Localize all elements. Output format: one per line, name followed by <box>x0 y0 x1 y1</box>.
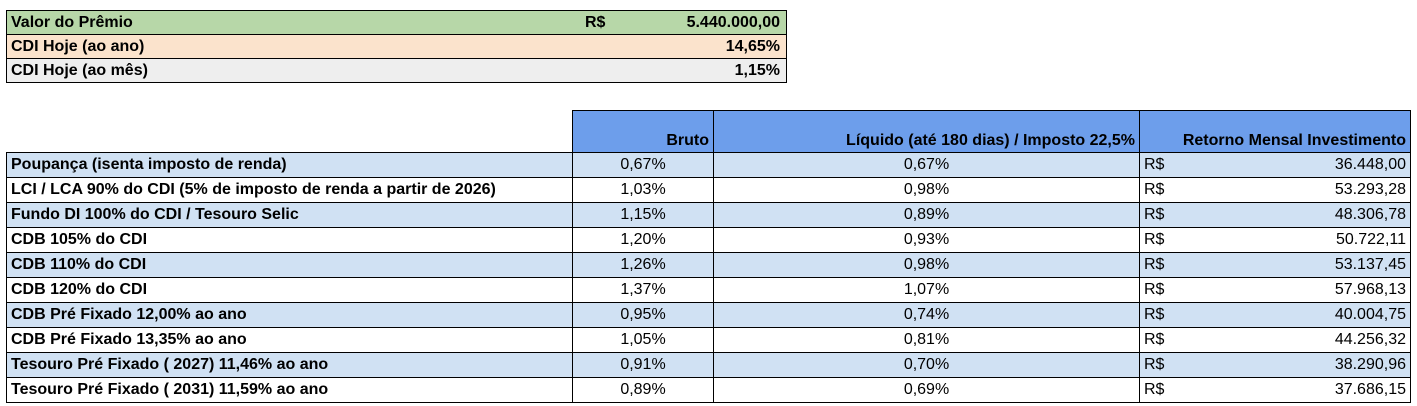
premio-currency: R$ <box>585 13 606 31</box>
retorno-cell[interactable] <box>1140 153 1411 178</box>
retorno-value: 57.968,13 <box>1334 281 1406 298</box>
retorno-money <box>1144 254 1406 276</box>
investment-name-cell[interactable]: CDB 110% do CDI <box>7 253 573 278</box>
bruto-cell[interactable]: 0,95% <box>573 303 714 328</box>
retorno-cell[interactable] <box>1140 228 1411 253</box>
retorno-cell[interactable] <box>1140 253 1411 278</box>
investment-name-cell[interactable]: Poupança (isenta imposto de renda) <box>7 153 573 178</box>
cdi-ano-cell[interactable] <box>7 35 787 59</box>
cdi-mes-row <box>7 59 787 83</box>
bruto-cell[interactable]: 1,37% <box>573 278 714 303</box>
bruto-cell[interactable]: 1,20% <box>573 228 714 253</box>
retorno-cell[interactable] <box>1140 278 1411 303</box>
table-row <box>7 153 1411 178</box>
cdi-ano-value: 14,65% <box>725 37 780 55</box>
retorno-currency: R$ <box>1144 206 1165 223</box>
header-liquido[interactable]: Líquido (até 180 dias) / Imposto 22,5% <box>714 111 1140 153</box>
retorno-money <box>1144 304 1406 326</box>
retorno-value: 40.004,75 <box>1334 306 1406 323</box>
retorno-currency: R$ <box>1144 156 1165 173</box>
investment-name-cell[interactable]: CDB Pré Fixado 13,35% ao ano <box>7 328 573 353</box>
retorno-currency: R$ <box>1144 256 1165 273</box>
liquido-cell[interactable]: 0,98% <box>714 178 1140 203</box>
cdi-ano-row <box>7 35 787 59</box>
cdi-mes-label: CDI Hoje (ao mês) <box>11 61 148 79</box>
liquido-cell[interactable]: 0,93% <box>714 228 1140 253</box>
summary-table <box>6 10 787 83</box>
premio-row <box>7 11 787 35</box>
header-row <box>7 111 1411 153</box>
retorno-money <box>1144 154 1406 176</box>
retorno-money <box>1144 354 1406 376</box>
retorno-currency: R$ <box>1144 231 1165 248</box>
retorno-value: 50.722,11 <box>1336 231 1406 248</box>
retorno-currency: R$ <box>1144 181 1165 198</box>
liquido-cell[interactable]: 0,98% <box>714 253 1140 278</box>
cdi-mes-cell[interactable] <box>7 59 787 83</box>
liquido-cell[interactable]: 0,70% <box>714 353 1140 378</box>
investment-name-cell[interactable]: CDB 120% do CDI <box>7 278 573 303</box>
retorno-money <box>1144 329 1406 351</box>
retorno-money <box>1144 179 1406 201</box>
header-bruto[interactable]: Bruto <box>573 111 714 153</box>
investment-name-cell[interactable]: CDB Pré Fixado 12,00% ao ano <box>7 303 573 328</box>
investment-name-cell[interactable]: Tesouro Pré Fixado ( 2027) 11,46% ao ano <box>7 353 573 378</box>
retorno-currency: R$ <box>1144 281 1165 298</box>
retorno-money <box>1144 279 1406 301</box>
bruto-cell[interactable]: 1,03% <box>573 178 714 203</box>
retorno-value: 38.290,96 <box>1334 356 1406 373</box>
bruto-cell[interactable]: 1,15% <box>573 203 714 228</box>
retorno-money <box>1144 379 1406 401</box>
liquido-cell[interactable]: 0,67% <box>714 153 1140 178</box>
retorno-cell[interactable] <box>1140 203 1411 228</box>
bruto-cell[interactable]: 0,91% <box>573 353 714 378</box>
investment-name-cell[interactable]: CDB 105% do CDI <box>7 228 573 253</box>
retorno-money <box>1144 229 1406 251</box>
liquido-cell[interactable]: 0,89% <box>714 203 1140 228</box>
table-row <box>7 378 1411 403</box>
bruto-cell[interactable]: 1,26% <box>573 253 714 278</box>
table-row <box>7 178 1411 203</box>
premio-label: Valor do Prêmio <box>11 13 133 31</box>
retorno-currency: R$ <box>1144 356 1165 373</box>
premio-value: 5.440.000,00 <box>686 13 780 31</box>
retorno-currency: R$ <box>1144 331 1165 348</box>
retorno-value: 44.256,32 <box>1334 331 1406 348</box>
table-row <box>7 303 1411 328</box>
retorno-cell[interactable] <box>1140 303 1411 328</box>
bruto-cell[interactable]: 0,89% <box>573 378 714 403</box>
table-body <box>7 153 1411 403</box>
table-row <box>7 203 1411 228</box>
retorno-value: 37.686,15 <box>1334 381 1406 398</box>
retorno-cell[interactable] <box>1140 378 1411 403</box>
investment-name-cell[interactable]: Tesouro Pré Fixado ( 2031) 11,59% ao ano <box>7 378 573 403</box>
retorno-currency: R$ <box>1144 381 1165 398</box>
header-retorno[interactable]: Retorno Mensal Investimento <box>1140 111 1411 153</box>
retorno-money <box>1144 204 1406 226</box>
liquido-cell[interactable]: 1,07% <box>714 278 1140 303</box>
cdi-mes-value: 1,15% <box>734 61 780 79</box>
premio-cell[interactable] <box>7 11 787 35</box>
retorno-value: 53.137,45 <box>1334 256 1406 273</box>
table-row <box>7 253 1411 278</box>
table-row <box>7 328 1411 353</box>
investment-name-cell[interactable]: Fundo DI 100% do CDI / Tesouro Selic <box>7 203 573 228</box>
retorno-value: 36.448,00 <box>1334 156 1406 173</box>
retorno-value: 48.306,78 <box>1334 206 1406 223</box>
retorno-cell[interactable] <box>1140 328 1411 353</box>
header-blank-cell <box>7 111 573 153</box>
retorno-currency: R$ <box>1144 306 1165 323</box>
retorno-cell[interactable] <box>1140 178 1411 203</box>
investment-name-cell[interactable]: LCI / LCA 90% do CDI (5% de imposto de renda a partir de 2026) <box>7 178 573 203</box>
bruto-cell[interactable]: 0,67% <box>573 153 714 178</box>
bruto-cell[interactable]: 1,05% <box>573 328 714 353</box>
investment-table <box>6 110 1411 403</box>
cdi-ano-label: CDI Hoje (ao ano) <box>11 37 145 55</box>
liquido-cell[interactable]: 0,74% <box>714 303 1140 328</box>
retorno-cell[interactable] <box>1140 353 1411 378</box>
retorno-value: 53.293,28 <box>1334 181 1406 198</box>
table-row <box>7 228 1411 253</box>
table-row <box>7 278 1411 303</box>
liquido-cell[interactable]: 0,81% <box>714 328 1140 353</box>
liquido-cell[interactable]: 0,69% <box>714 378 1140 403</box>
table-row <box>7 353 1411 378</box>
